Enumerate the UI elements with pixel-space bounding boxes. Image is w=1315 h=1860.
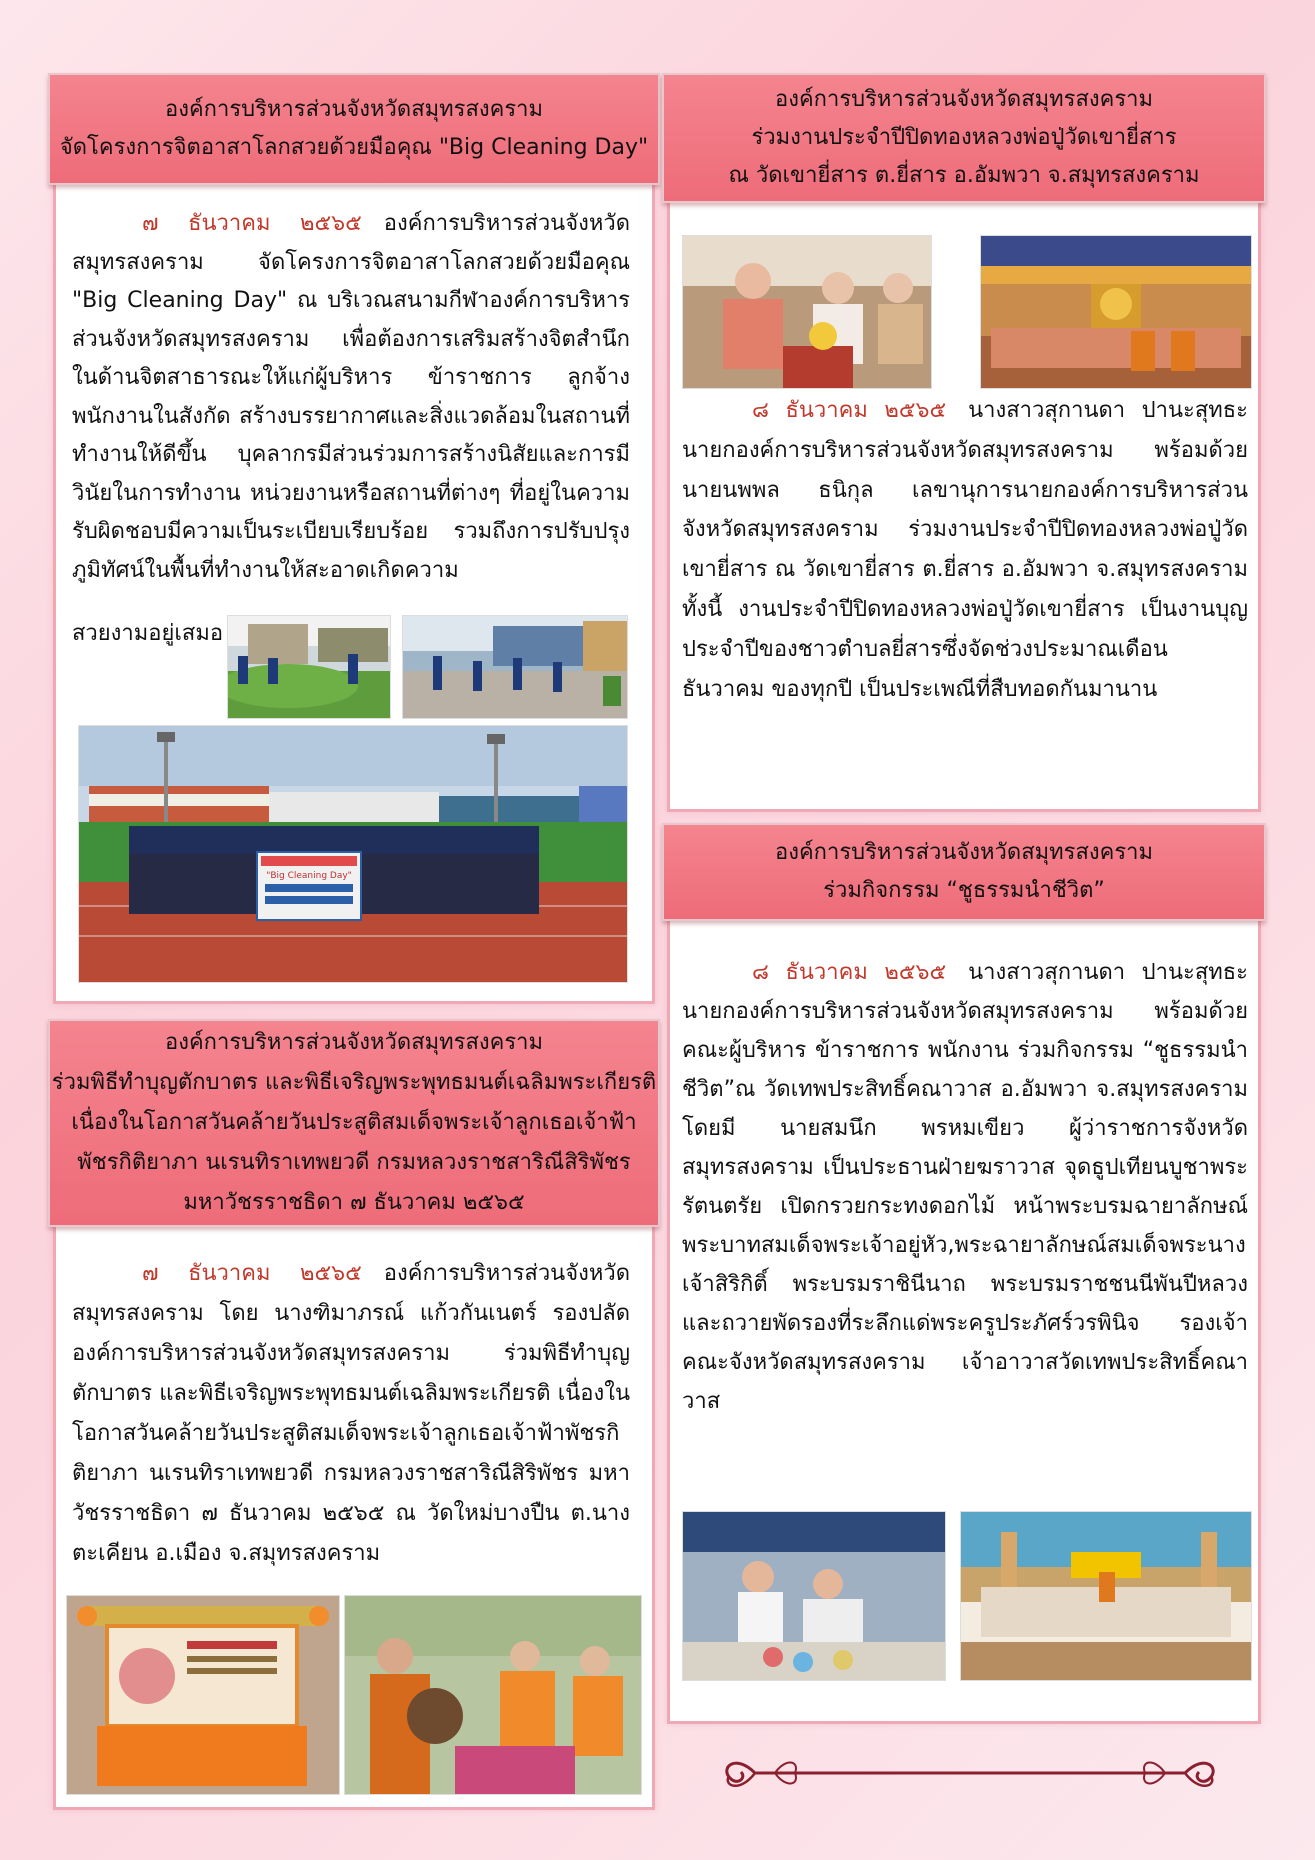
article-date: ๗ ธันวาคม ๒๕๖๕	[142, 1261, 362, 1286]
article-text-tail: สวยงามอยู่เสมอ	[72, 621, 224, 646]
article-text: นางสาวสุกานดา ปานะสุทธะ นายกองค์การบริหารส่วนจังหวัดสมุทรสงคราม พร้อมด้วย คณะผู้บริหาร ข้าราชการ พนักงาน ร่วมกิจกรรม “ชูธรรมนำชีวิต”ณ วัดเทพประสิทธิ์คณาวาส อ.อัมพวา จ.สมุทรสงคราม โดยมี นายสมนึก พรหมเขียว ผู้ว่าราชการจังหวัดสมุทรสงคราม เป็นประธานฝ่ายฆราวาส จุดธูปเทียนบูชาพระรัตนตรัย เปิดกรวยกระทงดอกไม้ หน้าพระบรมฉายาลักษณ์พระบาทสมเด็จพระเจ้าอยู่หัว,พระฉายาลักษณ์สมเด็จพระนางเจ้าสิริกิติ์ พระบรมราชินีนาถ พระบรมราชชนนีพันปีหลวง และถวายพัดรองที่ระลึกแด่พระครูประภัศร์วรพินิจ รองเจ้าคณะจังหวัดสมุทรสงคราม เจ้าอาวาสวัดเทพประสิทธิ์คณาวาส	[682, 960, 1248, 1414]
news-card-gold-leaf-ceremony	[667, 87, 1261, 812]
photo-officials-seated	[682, 235, 932, 389]
card-header	[48, 1019, 660, 1227]
photo-royal-portrait-altar	[66, 1595, 340, 1795]
photo-temple-group	[980, 235, 1252, 389]
header-line: ร่วมพิธีทำบุญตักบาตร และพิธีเจริญพระพุทธมนต์เฉลิมพระเกียรติ	[51, 1070, 657, 1095]
article-body	[682, 953, 1248, 1421]
header-line: ณ วัดเขายี่สาร ต.ยี่สาร อ.อัมพวา จ.สมุทรสงคราม	[728, 163, 1200, 188]
news-card-merit-ceremony	[51, 1030, 657, 1810]
article-body	[72, 205, 630, 590]
photo-group-stadium	[78, 725, 628, 983]
header-line: ร่วมกิจกรรม “ชูธรรมนำชีวิต”	[823, 878, 1105, 903]
news-card-big-cleaning-day	[53, 90, 655, 1004]
photo-alms-giving	[344, 1595, 642, 1795]
header-line: เนื่องในโอกาสวันคล้ายวันประสูติสมเด็จพระเจ้าลูกเธอเจ้าฟ้า	[71, 1110, 637, 1135]
article-body	[682, 391, 1248, 709]
photo-sweeping	[402, 615, 628, 719]
header-line: องค์การบริหารส่วนจังหวัดสมุทรสงคราม	[164, 1030, 544, 1055]
article-text: องค์การบริหารส่วนจังหวัดสมุทรสงคราม โดย นางฑิมาภรณ์ แก้วกันเนตร์ รองปลัดองค์การบริหารส่วนจังหวัดสมุทรสงคราม ร่วมพิธีทำบุญตักบาตร และพิธีเจริญพระพุทธมนต์เฉลิมพระเกียรติ เนื่องในโอกาสวันคล้ายวันประสูติสมเด็จพระเจ้าลูกเธอเจ้าฟ้าพัชรกิติยาภา นเรนทิราเทพยวดี กรมหลวงราชสาริณีสิริพัชร มหาวัชรราชธิดา ๗ ธันวาคม ๒๕๖๕ ณ วัดใหม่บางปืน ต.นางตะเคียน อ.เมือง จ.สมุทรสงคราม	[72, 1261, 630, 1566]
photo-gardening	[227, 615, 391, 719]
header-line: มหาวัชรราชธิดา ๗ ธันวาคม ๒๕๖๕	[183, 1190, 525, 1215]
news-card-dharma-activity	[667, 840, 1261, 1724]
photo-offering	[682, 1511, 946, 1681]
header-line: ร่วมงานประจำปีปิดทองหลวงพ่อปู่วัดเขายี่สาร	[751, 125, 1177, 150]
card-header	[662, 823, 1266, 921]
article-text: นางสาวสุกานดา ปานะสุทธะ นายกองค์การบริหารส่วนจังหวัดสมุทรสงคราม พร้อมด้วย นายนพพล ธนิกุล เลขานุการนายกองค์การบริหารส่วนจังหวัดสมุทรสงคราม ร่วมงานประจำปีปิดทองหลวงพ่อปู่วัดเขายี่สาร ณ วัดเขายี่สาร ต.ยี่สาร อ.อัมพวา จ.สมุทรสงคราม ทั้งนี้ งานประจำปีปิดทองหลวงพ่อปู่วัดเขายี่สาร เป็นงานบุญประจำปีของชาวตำบลยี่สารซึ่งจัดช่วงประมาณเดือนธันวาคม ของทุกปี เป็นประเพณีที่สืบทอดกันมานาน	[682, 398, 1248, 702]
header-line: พัชรกิติยาภา นเรนทิราเทพยวดี กรมหลวงราชสาริณีสิริพัชร	[77, 1150, 631, 1175]
header-line: องค์การบริหารส่วนจังหวัดสมุทรสงคราม	[164, 97, 544, 122]
card-header	[662, 73, 1266, 203]
article-text: องค์การบริหารส่วนจังหวัดสมุทรสงคราม จัดโครงการจิตอาสาโลกสวยด้วยมือคุณ "Big Cleaning Day" ณ บริเวณสนามกีฬาองค์การบริหารส่วนจังหวัดสมุทรสงคราม เพื่อต้องการเสริมสร้างจิตสำนึกในด้านจิตสาธารณะให้แก่ผู้บริหาร ข้าราชการ ลูกจ้าง พนักงานในสังกัด สร้างบรรยากาศและสิ่งแวดล้อมในสถานที่ทำงานให้ดีขึ้น บุคลากรมีส่วนร่วมการสร้างนิสัยและการมีวินัยในการทำงาน หน่วยงานหรือสถานที่ต่างๆ ที่อยู่ในความรับผิดชอบมีความเป็นระเบียบเรียบร้อย รวมถึงการปรับปรุงภูมิทัศน์ในพื้นที่ทำงานให้สะอาดเกิดความ	[72, 211, 630, 583]
decorative-divider	[715, 1748, 1225, 1798]
article-date: ๗ ธันวาคม ๒๕๖๕	[142, 211, 362, 236]
article-date: ๘ ธันวาคม ๒๕๖๕	[752, 960, 947, 985]
header-line: องค์การบริหารส่วนจังหวัดสมุทรสงคราม	[774, 840, 1154, 865]
article-date: ๘ ธันวาคม ๒๕๖๕	[752, 398, 947, 423]
photo-group-temple-hall	[960, 1511, 1252, 1681]
banner-text: "Big Cleaning Day"	[266, 871, 352, 881]
article-body	[72, 1254, 630, 1574]
card-header	[48, 73, 660, 185]
header-line: จัดโครงการจิตอาสาโลกสวยด้วยมือคุณ "Big Cleaning Day"	[59, 135, 649, 160]
article-body-tail	[72, 615, 232, 654]
header-line: องค์การบริหารส่วนจังหวัดสมุทรสงคราม	[774, 87, 1154, 112]
